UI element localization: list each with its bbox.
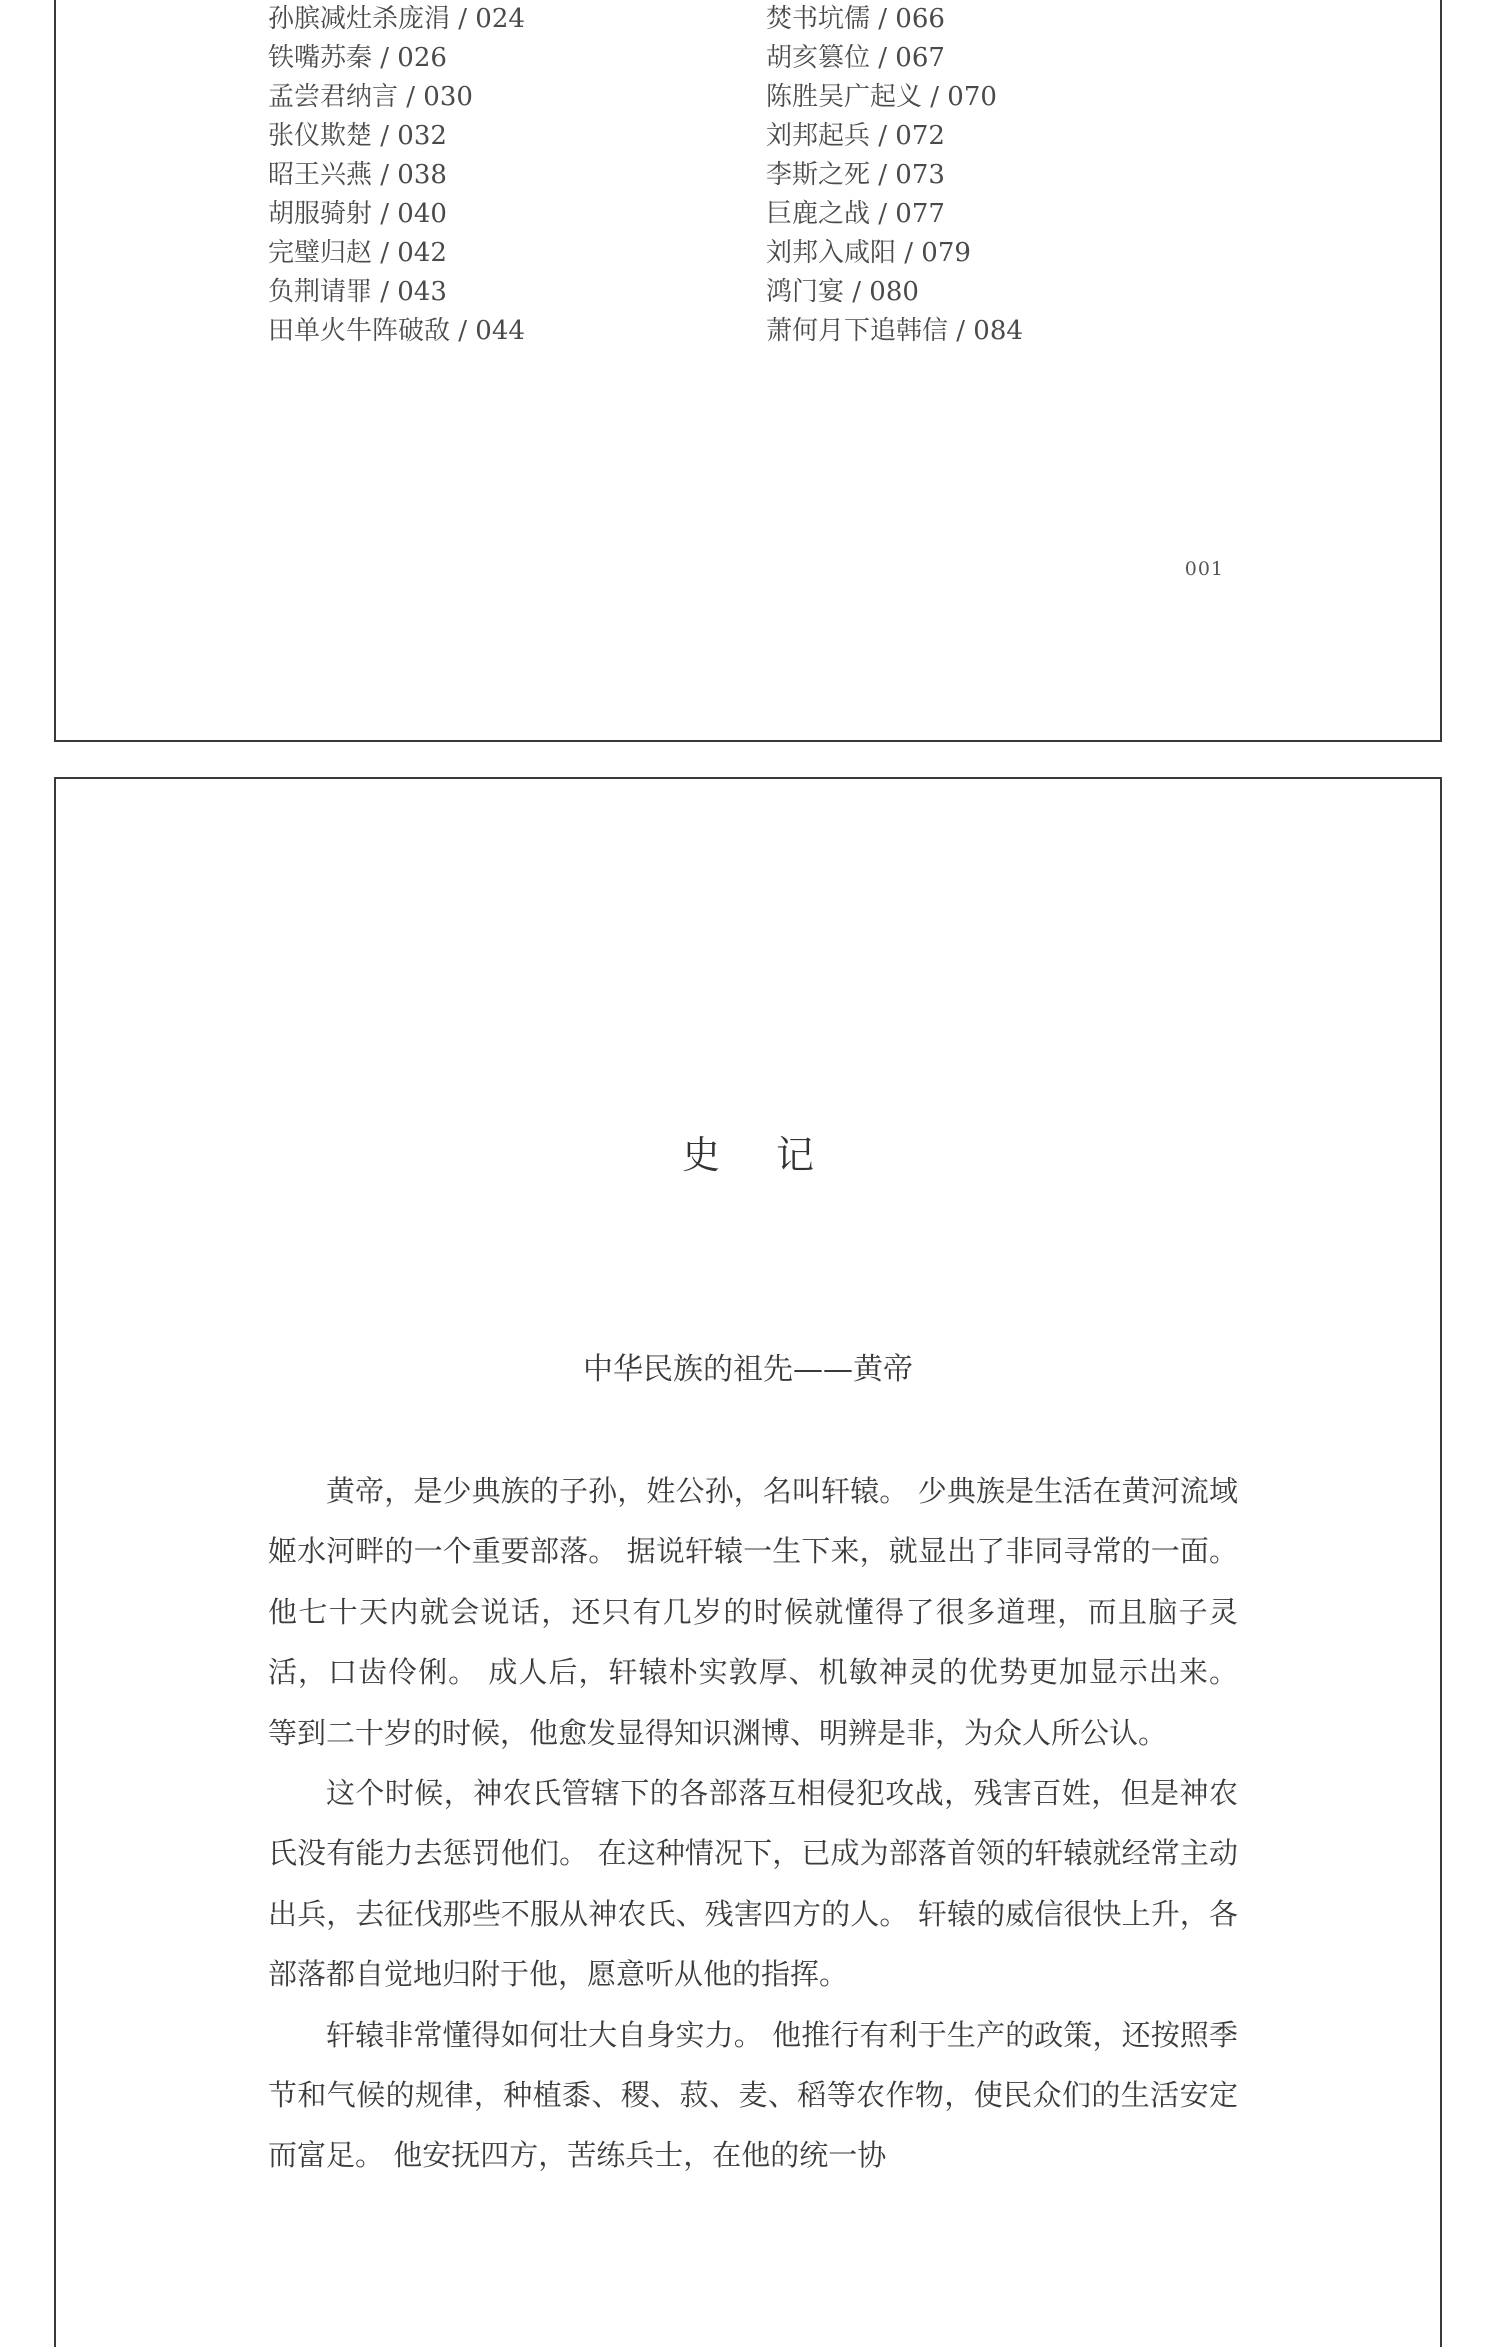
toc-entry[interactable]: 负荆请罪 / 043 xyxy=(268,277,447,307)
toc-entry[interactable]: 铁嘴苏秦 / 026 xyxy=(268,43,447,73)
toc-page xyxy=(54,0,1442,742)
toc-entry[interactable]: 焚书坑儒 / 066 xyxy=(766,4,945,34)
toc-entry[interactable]: 完璧归赵 / 042 xyxy=(268,238,447,268)
chapter-title: 中华民族的祖先——黄帝 xyxy=(583,1352,913,1387)
toc-entry[interactable]: 刘邦入咸阳 / 079 xyxy=(766,238,971,268)
toc-entry[interactable]: 胡亥篡位 / 067 xyxy=(766,43,945,73)
toc-entry[interactable]: 孟尝君纳言 / 030 xyxy=(268,82,473,112)
toc-entry[interactable]: 巨鹿之战 / 077 xyxy=(766,199,945,229)
paragraph: 轩辕非常懂得如何壮大自身实力。 他推行有利于生产的政策，还按照季节和气候的规律，种植黍、稷、菽、麦、稻等农作物，使民众们的生活安定而富足。 他安抚四方，苦练兵士，在他的统一协 xyxy=(268,2017,1238,2173)
paragraph: 这个时候，神农氏管辖下的各部落互相侵犯攻战，残害百姓，但是神农氏没有能力去惩罚他们。 在这种情况下，已成为部落首领的轩辕就经常主动出兵，去征伐那些不服从神农氏、残害四方的人。 轩辕的威信很快上升，各部落都自觉地归附于他，愿意听从他的指挥。 xyxy=(268,1776,1238,1992)
toc-entry[interactable]: 田单火牛阵破敌 / 044 xyxy=(268,316,525,346)
toc-entry[interactable]: 陈胜吴广起义 / 070 xyxy=(766,82,997,112)
toc-entry[interactable]: 鸿门宴 / 080 xyxy=(766,277,919,307)
toc-entry[interactable]: 昭王兴燕 / 038 xyxy=(268,160,447,190)
toc-entry[interactable]: 孙膑减灶杀庞涓 / 024 xyxy=(268,4,525,34)
book-title: 史 记 xyxy=(681,1133,837,1177)
toc-entry[interactable]: 胡服骑射 / 040 xyxy=(268,199,447,229)
toc-entry[interactable]: 张仪欺楚 / 032 xyxy=(268,121,447,151)
content-page xyxy=(54,777,1442,2347)
toc-entry[interactable]: 萧何月下追韩信 / 084 xyxy=(766,316,1023,346)
toc-entry[interactable]: 刘邦起兵 / 072 xyxy=(766,121,945,151)
toc-entry[interactable]: 李斯之死 / 073 xyxy=(766,160,945,190)
paragraph: 黄帝，是少典族的子孙，姓公孙，名叫轩辕。 少典族是生活在黄河流域姬水河畔的一个重要部落。 据说轩辕一生下来，就显出了非同寻常的一面。 他七十天内就会说话，还只有几岁的时候就懂得了很多道理，而且脑子灵活，口齿伶俐。 成人后，轩辕朴实敦厚、机敏神灵的优势更加显示出来。 等到二十岁的时候，他愈发显得知识渊博、明辨是非，为众人所公认。 xyxy=(268,1474,1238,1750)
page-number: 001 xyxy=(1184,558,1224,580)
chapter-body xyxy=(268,1461,1238,2186)
